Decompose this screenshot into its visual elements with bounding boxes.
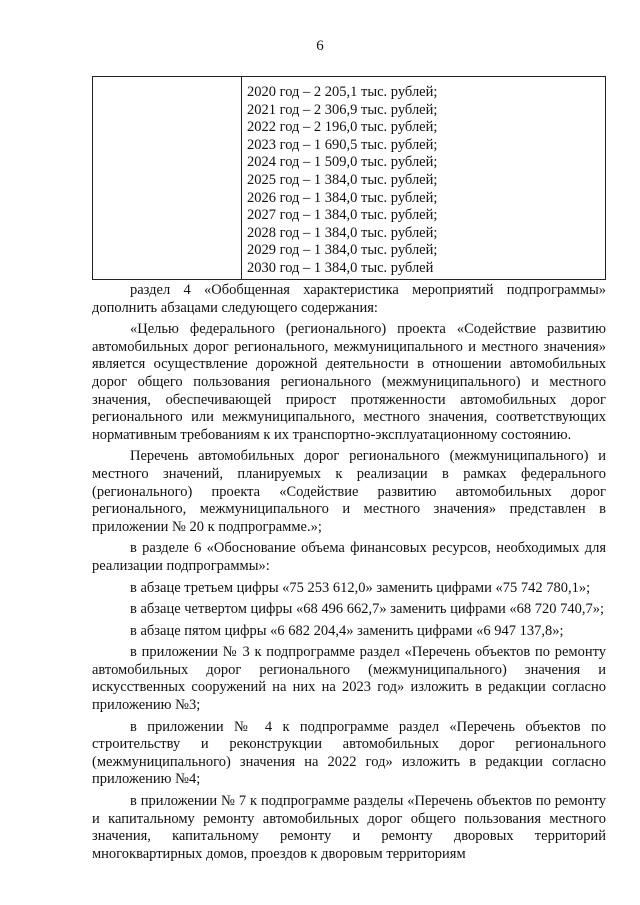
paragraph: в разделе 6 «Обоснование объема финансовых ресурсов, необходимых для реализации подпрограммы»:: [92, 540, 606, 574]
paragraph: «Целью федерального (регионального) проекта «Содействие развитию автомобильных дорог регионального, межмуниципального и местного значения» является осуществление дорожной деятельности в отношении автомобильных дорог общего пользования регионального (межмуниципального) и местного значения, обеспечивающей прирост протяженности автомобильных дорог регионального или межмуниципального, местного значения, соответствующих нормативным требованиям к их транспортно-эксплуатационному состоянию.: [92, 321, 606, 443]
funding-row: 2021 год – 2 306,9 тыс. рублей;: [247, 101, 438, 118]
paragraph: в абзаце пятом цифры «6 682 204,4» заменить цифрами «6 947 137,8»;: [130, 622, 564, 639]
funding-table: [92, 76, 606, 280]
funding-row: 2027 год – 1 384,0 тыс. рублей;: [247, 207, 438, 224]
funding-row: 2025 год – 1 384,0 тыс. рублей;: [247, 171, 438, 188]
paragraph: в абзаце третьем цифры «75 253 612,0» заменить цифрами «75 742 780,1»;: [130, 579, 591, 596]
paragraph: в приложении № 4 к подпрограмме раздел «Перечень объектов по строительству и реконструкции автомобильных дорог регионального (межмуниципального) значения на 2022 год» изложить в редакции согласно приложению №4;: [92, 718, 606, 788]
funding-row: 2020 год – 2 205,1 тыс. рублей;: [247, 84, 438, 100]
paragraph: Перечень автомобильных дорог регионального (межмуниципального) и местного значений, планируемых к реализации в рамках федерального (регионального) проекта «Содействие развитию автомобильных дорог регионального, межмуниципального и местного значения» представлен в приложении № 20 к подпрограмме.»;: [92, 448, 606, 535]
document-body: [92, 282, 606, 863]
paragraph: раздел 4 «Обобщенная характеристика мероприятий подпрограммы» дополнить абзацами следующего содержания:: [92, 282, 606, 316]
paragraph: в приложении № 7 к подпрограмме разделы «Перечень объектов по ремонту и капитальному ремонту автомобильных дорог общего пользования местного значения, капитальному ремонту и ремонту дворовых территорий многоквартирных домов, проездов к дворовым территориям: [92, 793, 606, 862]
funding-by-year-cell: [247, 84, 437, 278]
page-number: 6: [316, 38, 324, 54]
table-column-divider: [241, 77, 242, 279]
funding-row: 2028 год – 1 384,0 тыс. рублей;: [247, 224, 438, 241]
funding-row: 2024 год – 1 509,0 тыс. рублей;: [247, 154, 438, 171]
funding-row: 2029 год – 1 384,0 тыс. рублей;: [247, 242, 438, 259]
funding-row: 2022 год – 2 196,0 тыс. рублей;: [247, 119, 438, 136]
paragraph: в абзаце четвертом цифры «68 496 662,7» заменить цифрами «68 720 740,7»;: [130, 601, 604, 618]
funding-row: 2023 год – 1 690,5 тыс. рублей;: [247, 136, 438, 153]
funding-row: 2030 год – 1 384,0 тыс. рублей: [247, 259, 434, 276]
funding-row: 2026 год – 1 384,0 тыс. рублей;: [247, 189, 438, 206]
paragraph: в приложении № 3 к подпрограмме раздел «Перечень объектов по ремонту автомобильных дорог регионального (межмуниципального) значения и искусственных сооружений на них на 2023 год» изложить в редакции согласно приложению №3;: [92, 644, 606, 714]
